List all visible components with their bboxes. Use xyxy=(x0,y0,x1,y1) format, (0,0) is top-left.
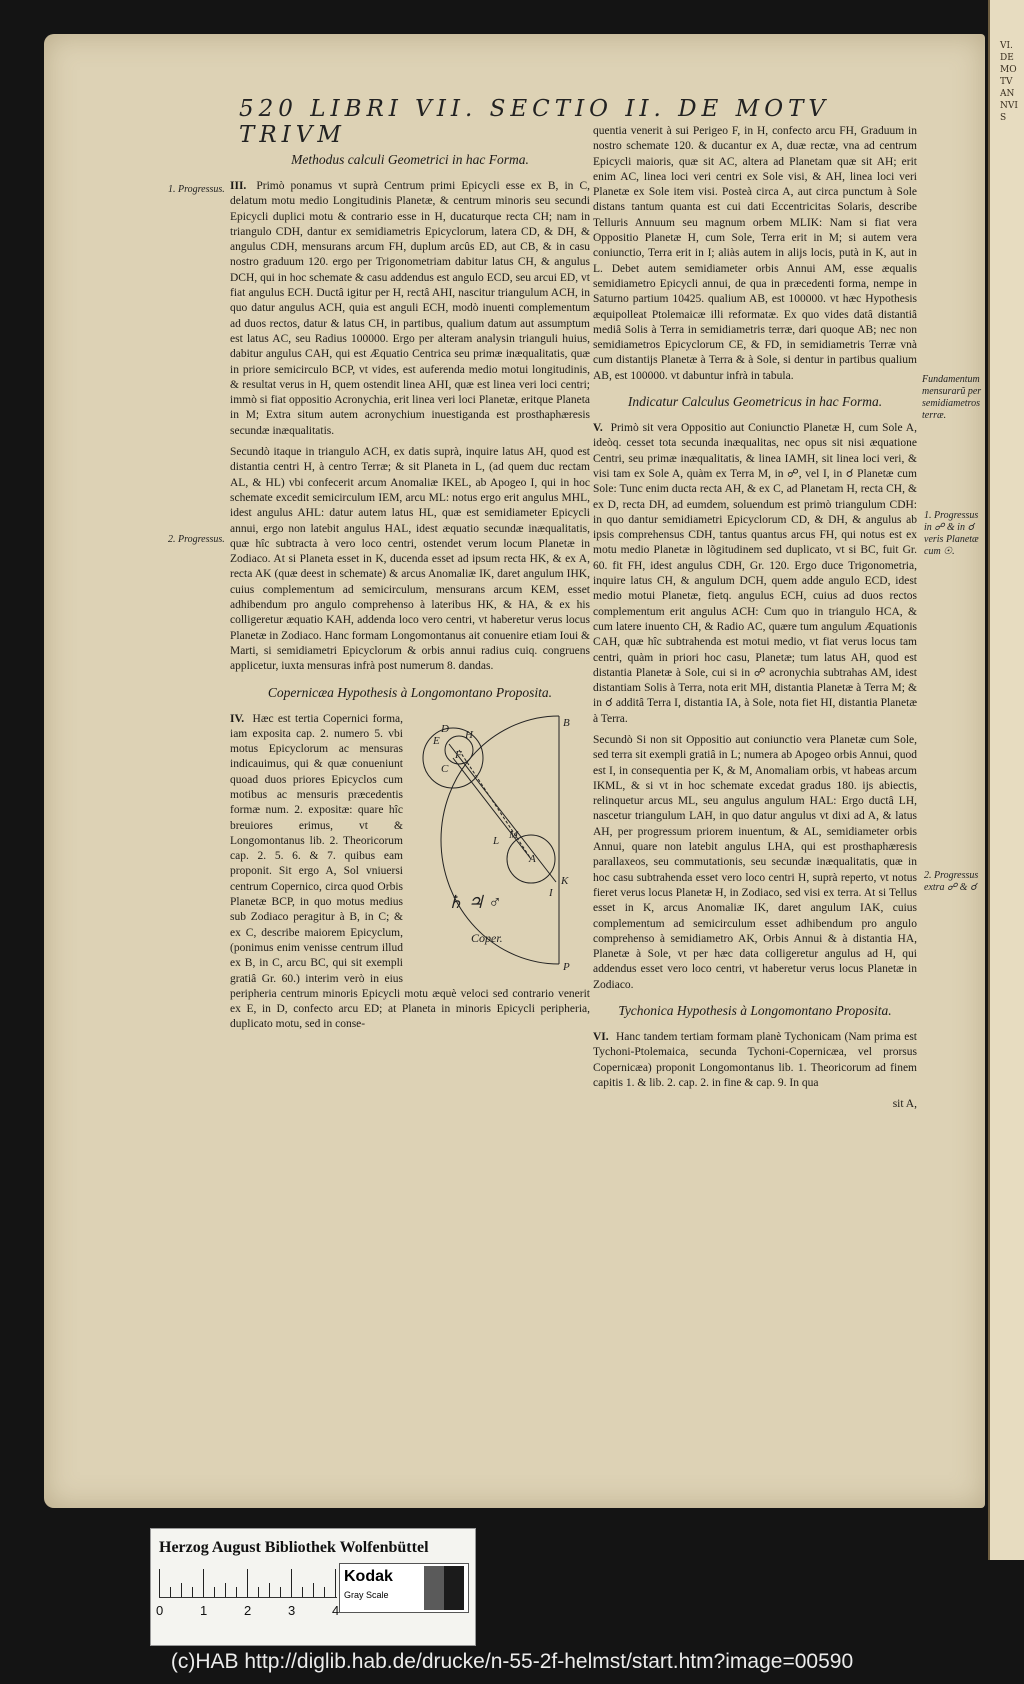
kodak-gray-scale xyxy=(339,1563,469,1613)
spine-text: VI. DE MOTV ANNVIS xyxy=(1000,41,1018,123)
margin-note-progressus-1: 1. Progressus. xyxy=(168,184,225,195)
gray-patch xyxy=(424,1566,444,1610)
fig-label-E: E xyxy=(433,734,440,747)
paragraph-continued: quentia venerit à sui Perigeo F, in H, confecto arcu FH, Graduum in nostro schemate 120. & ducantur ex A, duæ rectæ, vna ad centrum Epicycli maioris, quæ sit AC, altera ad Planetam quæ sit AH; erit enim AC, linea loci veri centri ex Sole visi, & AH, linea loci veri Planetæ ex Sole item visi. Posteà circa A, aut circa punctum à Sole distans tantum quanta est cui dati Eccentricitas Solaris, describe Telluris Annuum seu magnum orbem MLIK: Nam si fiat vera Oppositio Planetæ H, cum Sole, Terra erit in M; si autem vera coniunctio, Terra erit in I; aliàs autem in alijs locis, putà in K, aut in L. Debet autem semidiameter orbis Annui AM, esse æqualis semidiametro Epicycli annui, de qua in præcedenti forma, nempe in Saturno partium 10425. qualium AB, est 100000. vt hæc Hypothesis æquipolleat Ptolemaicæ illi reformatæ. Ex quo vides datâ distantiâ mediâ Solis à Terra in semidiametris terræ, dari quoque AB; nec non semidiametros Epicyclorum CE, & FD, in semidiametris Terræ vnà cum distantijs Planetæ à Terra & à Sole, si dentur in partibus qualium AB, est 100000. vt dabuntur infrà in tabula. xyxy=(593,125,917,382)
kodak-subtitle: Gray Scale xyxy=(344,1590,389,1600)
fig-label-L: L xyxy=(493,834,500,847)
black-patch xyxy=(444,1566,464,1610)
fig-label-H: H xyxy=(465,728,473,741)
fig-label-K: K xyxy=(561,874,569,887)
fig-label-D: D xyxy=(441,722,449,735)
paragraph-V-secundo: Secundò Si non sit Oppositio aut coniunctio vera Planetæ cum Sole, sed terra sit exempli gratiâ in L; numera ab Apogeo orbis Annui, quod est I, in consequentia per K, & M, Anomaliam orbis, vt habeas arcum IKML, & si vt in hoc schemate excedat gradus 180. ijs abiectis, relinquetur arcus ML, seu angulus angulum HAL: Ergo ductâ LH, nascetur triangulum LAH, in quo datur angulus vt dixi ad A, & latus AH, per progressum priorem inuentum, & AL, semidiameter orbis Annui, quare non latebit angulus LHA, qui est prosthaphæresis parallaxeos, seu commutationis, seu secundæ inæqualitatis, quæ in hoc casu subtrahenda esset vero loco centri H, suprà reperto, vt notus fieret verus locus Planetæ H, in Zodiaco, sed visi ex terra. At si Tellus esset in K, arcus Anomaliæ IK, daret angulum IAK, cuius complementum ad semicirculum esset adhibendum pro angulo comprehenso à semidiametro AK, Orbis Annui & à distantia HA, Planetæ à Sole, vt per hæc data colligeretur angulus ad H, qui addendus esset vero loco centri, vt haberetur verus locus Planetæ in Zodiaco. xyxy=(593,733,917,991)
fig-label-P: P xyxy=(563,960,570,973)
book-page xyxy=(44,34,985,1508)
paragraph-text: Primò ponamus vt suprà Centrum primi Epicycli esse ex B, in C, delatum motu medio Longitudinis Planetæ, & centrum minoris seu secundi Epicycli duplici motu & contrario esse in H, ducaturque recta CH; nam in triangulo CDH, dantur ex semidiametris Epicyclorum, latera CD, & DH, & angulus CDH, mensurans arcum FH, duplum arcûs ED, aut CB, & in casu nostro graduum 120. ergo per Trigonometriam dabitur latus CH, & angulus DCH, qui in hoc schemate & casu addendus est angulo ECD, seu arcui ED, vt fiat angulus ECH. Ductâ igitur per H, rectâ AHI, nascitur triangulum ACH, in quo datur angulus ACH, quia est anguli ECH, modò inuenti complementum ad duos rectos, datur & latus CH, in partibus, qualium datum aut assumptum est latus AC, seu Radius 100000. Ergo per alteram analysin trianguli huius, dabitur angulus CAH, qui est Æquatio Centrica seu primæ inæqualitatis, quæ in priore semicirculo BCP, vt vides, est auferenda medio motui longitudinis, & resultat verus in H, quem ostendit linea AHI, quæ est linea veri loci centri; immò si fiat oppositio Acronychia, erit linea veri loci Planetæ, eritque Planeta in M; Extra situm autem acronychium inuestiganda est prosthaphæresis secundæ inæqualitatis. xyxy=(230,180,590,437)
fig-label-M: M xyxy=(509,828,519,841)
fig-label-B: B xyxy=(563,716,570,729)
planet-symbols: ♄ ♃ ♂ xyxy=(447,891,502,912)
ruler-number: 3 xyxy=(288,1603,296,1618)
fig-label-C: C xyxy=(441,762,449,775)
right-column xyxy=(593,124,917,1113)
paragraph-text: Primò sit vera Oppositio aut Coniunctio Planetæ H, cum Sole A, ideòq. cesset tota secunda inæqualitas, nec opus sit nisi æquatione Centri, seu primæ inæqualitatis, & linea IAMH, sit linea loci veri, & visi tam ex Sole A, quàm ex Terra M, in ☍, vel I, in ☌ Planetæ cum Sole: Tunc enim ducta recta AH, & ex C, ad Planetam H, recta CH, & ex D, recta DH, ad eumdem, soluendum est primò triangulum CDH: in quo dantur semidiametri Epicyclorum CD, & DH, & angulus ab ipsis comprehensus CDH, tantus quantus arcus FH, qui notus est ex motu medio Planetæ in lõgitudinem sed duplicato, vt si BC, fuit Gr. 60. fit FH, idest angulus CDH, Gr. 120. Ergo duce Trigonometria, inquire latus CH, & angulum DCH, quem adde angulo ECD, idest medio motui Planetæ, fietq. angulus ECH, cuius ad duos rectos complementum erit angulus ACH: Cum quo in triangulo HCA, & cum latere inuento CH, & Radio AC, quære tum angulum Æquationis CAH, quæ hîc subtrahenda est motui medio, vt fiat verus locus tam centri, quàm in priori hoc casu, Planetæ; tum latus AH, quod est distantia Planetæ à Sole, cui si in ☍ acronychia subtrahas AM, idest distantiam Solis à Terra, nota erit MH, distantia Planetæ à Terra M; & in ☌ additâ Terra I, distantia IA, à Sole, nota fiet HI, distantia Planetæ à Terra. xyxy=(593,422,917,725)
paragraph-number: VI. xyxy=(593,1031,609,1044)
fig-label-A: A xyxy=(529,852,536,865)
paragraph-number: III. xyxy=(230,180,247,192)
figure-caption: Coper. xyxy=(471,930,503,945)
margin-note-progressus-conjunction: 1. Progressus in ☍ & in ☌ veris Planetæ cum ☉. xyxy=(924,510,979,557)
paragraph-number: IV. xyxy=(230,712,245,725)
running-header: 520 LIBRI VII. SECTIO II. DE MOTV TRIVM xyxy=(239,96,831,148)
kodak-logo: Kodak xyxy=(344,1568,393,1585)
ruler-number: 2 xyxy=(244,1603,252,1618)
library-name: Herzog August Bibliothek Wolfenbüttel xyxy=(159,1539,429,1556)
copernican-diagram xyxy=(411,714,586,974)
paragraph-IV xyxy=(230,712,590,1033)
ruler-number: 4 xyxy=(332,1603,340,1618)
paragraph-III-secundo: Secundò itaque in triangulo ACH, ex datis suprà, inquire latus AH, quod est distantia centri H, à centro Terræ; & sit Planeta in L, (ad quem duc rectam AL, & HL) vbi confecerit arcum Anomaliæ IKEL, ab Apogeo I, qui in hoc schemate excedit semicirculum IEM, arcu ML: notus ergo erit angulus MHL, idest angulus AHL: datur autem latus HL, quæ est semidiameter Epicycli annui, ergo non latebit angulus HAL, idest æquatio secundæ inæqualitatis, quæ hîc subtracta à vero loco centri, ostendet verum locum Planetæ in Zodiaco. At si Planeta esset in K, ducenda esset ad ipsum recta HK, & ex A, recta AK (quæ deest in schemate) & arcus Anomaliæ IK, daret angulum IHK, cuius complementum ad semicirculum, mensurans arcum KEM, esset adhibendum pro angulo comprehenso à lateribus HK, & HA, & ex his colligeretur æquatio KAH, addenda loco vero centri, vt haberetur verus locus Planetæ in Zodiaco. Hanc formam Longomontanus ait conuenire etiam Ioui & Marti, si semidiametri Epicyclorum & orbis annui radius cuiq. congruens applicetur, iuxta mensuras infrà post numerum 8. dandas. xyxy=(230,446,590,673)
paragraph-number: V. xyxy=(593,422,603,435)
paragraph-V xyxy=(593,421,917,727)
color-scale-card xyxy=(150,1528,476,1646)
left-column xyxy=(230,142,590,1039)
margin-note-progressus-2: 2. Progressus. xyxy=(168,534,225,545)
heading-copernicaea: Copernicæa Hypothesis à Longomontano Proposita. xyxy=(267,684,553,700)
ruler-number: 1 xyxy=(200,1603,208,1618)
ruler xyxy=(159,1569,337,1598)
adjacent-page-spine xyxy=(988,0,1024,1560)
catchword: sit A, xyxy=(892,1098,917,1111)
fig-label-F: F xyxy=(455,748,462,761)
ruler-number: 0 xyxy=(156,1603,164,1618)
fig-label-I: I xyxy=(549,886,553,899)
source-footer: (c)HAB http://diglib.hab.de/drucke/n-55-2f-helmst/start.htm?image=00590 xyxy=(170,1650,854,1673)
heading-tychonica: Tychonica Hypothesis à Longomontano Proposita. xyxy=(618,1003,892,1019)
margin-note-fundamentum: Fundamentum mensurarũ per semidiametros terræ. xyxy=(922,374,982,421)
paragraph-III xyxy=(230,179,590,439)
margin-note-progressus-extra: 2. Progressus extra ☍ & ☌ xyxy=(924,870,979,893)
heading-indicatur: Indicatur Calculus Geometricus in hac Forma. xyxy=(627,394,883,410)
heading-methodus: Methodus calculi Geometrici in hac Forma. xyxy=(291,152,529,167)
paragraph-VI xyxy=(593,1030,917,1091)
paragraph-text: Hæc est tertia Copernici forma, iam exposita cap. 2. numero 5. vbi motus Epicyclorum ac mensuras indicauimus, qui & quæ conueniunt quoad duos priores Epicyclos cum motibus ac mensuris præcedentis formæ num. 2. expositæ: quare hîc breuiores erimus, vt & Longomontanus lib. 2. Theoricorum cap. 2. 5. 6. & 7. quibus eam proponit. Sit ergo A, Sol vniuersi centrum Copernico, circa quod Orbis Planetæ BCP, in quo motus medius sub Zodiaco peragitur à B, in C; & ex C, describe maiorem Epicyclum, (ponimus enim venisse centrum illud ex B, in C, arcu BC, qui sit exempli gratiâ Gr. 60.) interim verò in eius peripheria centrum minoris Epicycli motu æquè veloci sed contrario venerit ex E, in D, confecto arcu ED; at Planeta in minoris Epicycli peripheria, duplicato motu, sed in conse- xyxy=(230,712,590,1031)
paragraph-text: Hanc tandem tertiam formam planè Tychonicam (Nam prima est Tychoni-Ptolemaica, secunda Tychoni-Copernicæa, vel prorsus Copernicæa) proponit Longomontanus lib. 1. Theoricorum ad finem capitis 1. & lib. 2. cap. 2. in fine & cap. 9. In qua xyxy=(593,1031,917,1089)
